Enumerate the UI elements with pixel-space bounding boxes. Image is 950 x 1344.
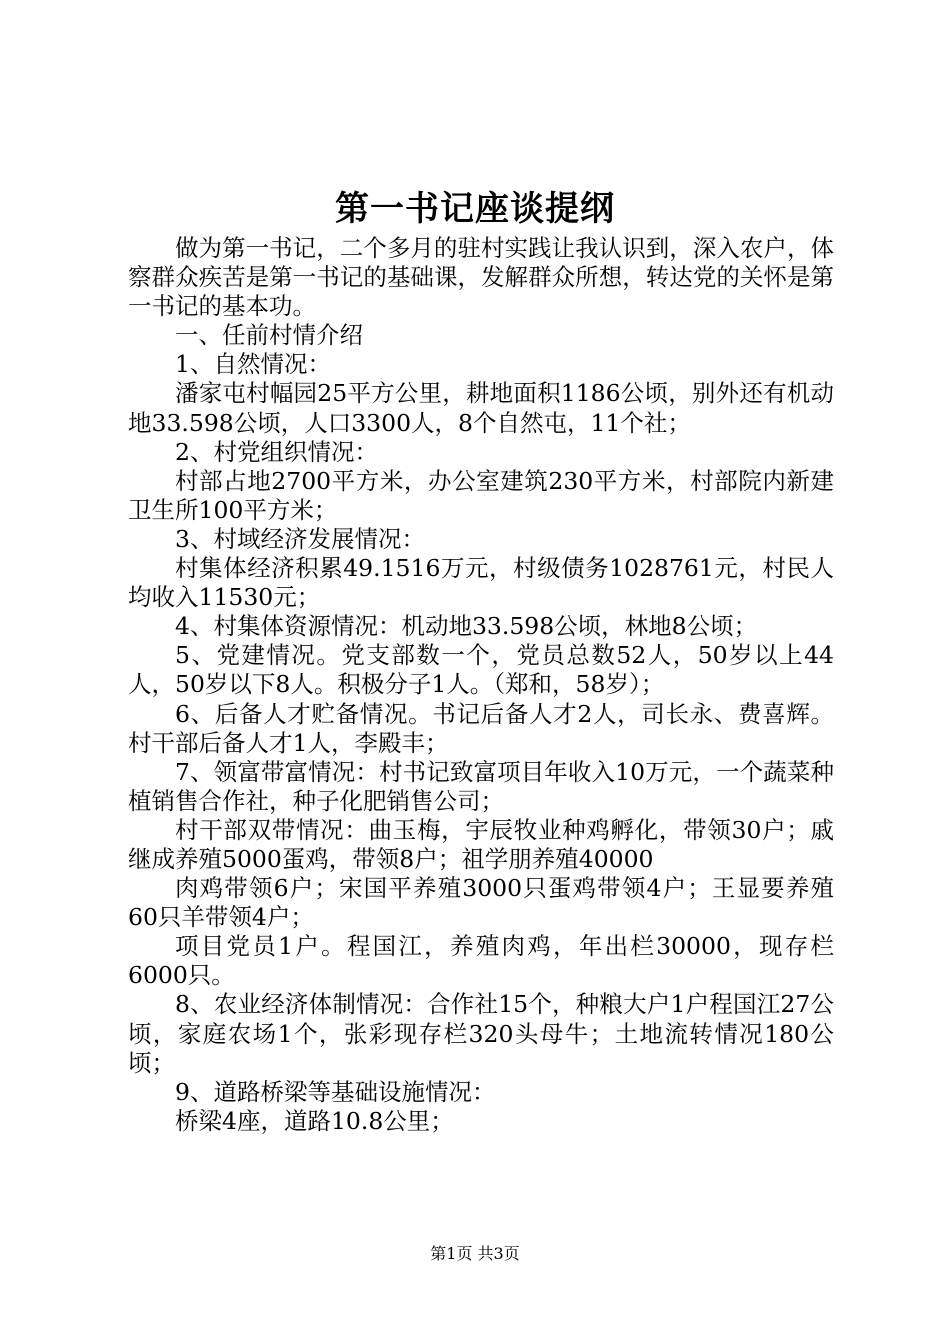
paragraph: 项目党员1户。程国江，养殖肉鸡，年出栏30000，现存栏6000只。 bbox=[128, 932, 834, 990]
paragraph: 7、领富带富情况：村书记致富项目年收入10万元，一个蔬菜种植销售合作社，种子化肥销售公司； bbox=[128, 757, 834, 815]
paragraph: 村干部双带情况：曲玉梅，宇辰牧业种鸡孵化，带领30户；戚继成养殖5000蛋鸡，带领8户；祖学朋养殖40000 bbox=[128, 815, 834, 873]
page-number: 第1页 共3页 bbox=[430, 1244, 520, 1263]
paragraph: 6、后备人才贮备情况。书记后备人才2人，司长永、费喜辉。村干部后备人才1人，李殿丰； bbox=[128, 699, 834, 757]
section-heading: 一、任前村情介绍 bbox=[175, 321, 363, 350]
document-title: 第一书记座谈提纲 bbox=[335, 189, 615, 229]
subsection-heading: 9、道路桥梁等基础设施情况： bbox=[175, 1077, 496, 1106]
paragraph: 潘家屯村幅园25平方公里，耕地面积1186公顷，别外还有机动地33.598公顷，人口3300人，8个自然屯，11个社； bbox=[128, 379, 834, 437]
paragraph: 桥梁4座，道路10.8公里； bbox=[175, 1106, 454, 1135]
paragraph: 5、党建情况。党支部数一个，党员总数52人，50岁以上44人，50岁以下8人。积极分子1人。（郑和，58岁）； bbox=[128, 641, 834, 699]
paragraph: 8、农业经济体制情况：合作社15个，种粮大户1户程国江27公顷，家庭农场1个，张彩现存栏320头母牛；土地流转情况180公顷； bbox=[128, 990, 834, 1077]
subsection-heading: 2、村党组织情况： bbox=[175, 437, 378, 466]
paragraph: 村集体经济积累49.1516万元，村级债务1028761元，村民人均收入11530元； bbox=[128, 554, 834, 612]
subsection-heading: 3、村域经济发展情况： bbox=[175, 524, 425, 553]
paragraph-intro: 做为第一书记，二个多月的驻村实践让我认识到，深入农户，体察群众疾苦是第一书记的基础课，发解群众所想，转达党的关怀是第一书记的基本功。 bbox=[128, 234, 834, 321]
paragraph: 村部占地2700平方米，办公室建筑230平方米，村部院内新建卫生所100平方米； bbox=[128, 466, 834, 524]
paragraph: 肉鸡带领6户；宋国平养殖3000只蛋鸡带领4户；王显要养殖60只羊带领4户； bbox=[128, 874, 834, 932]
paragraph: 4、村集体资源情况：机动地33.598公顷，林地8公顷； bbox=[175, 612, 758, 641]
subsection-heading: 1、自然情况： bbox=[175, 350, 331, 379]
document-body bbox=[128, 234, 834, 1136]
